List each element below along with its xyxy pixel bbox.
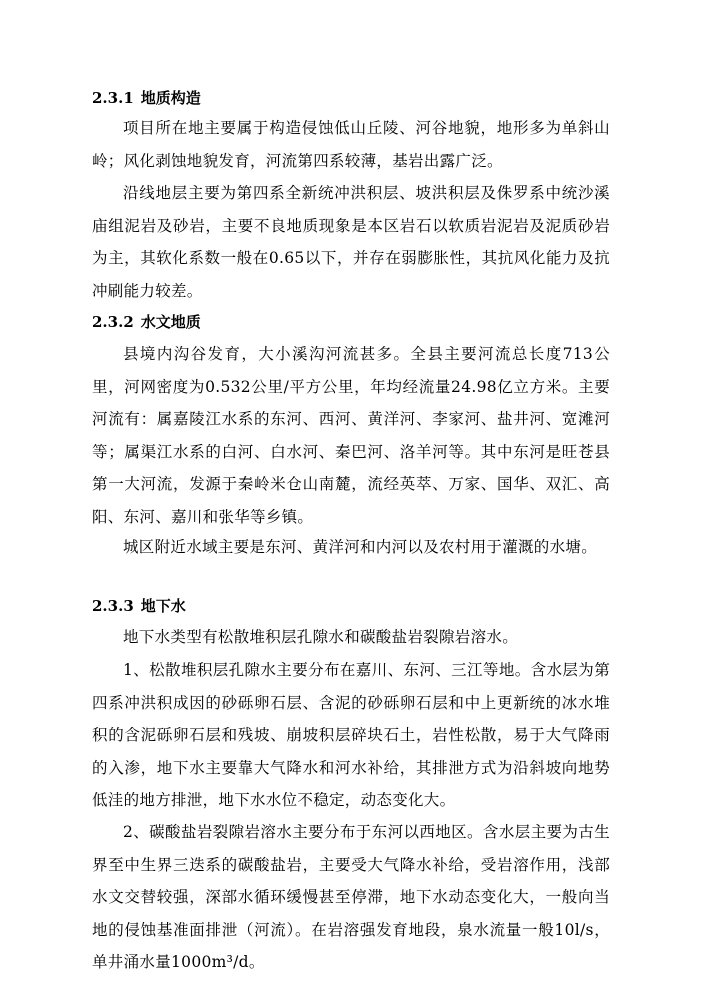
paragraph: 2、碳酸盐岩裂隙岩溶水主要分布于东河以西地区。含水层主要为古生界至中生界三迭系的碳酸盐岩，主要受大气降水补给，受岩溶作用，浅部水文交替较强，深部水循环缓慢甚至停滞，地下水动态变化大，一般向当地的侵蚀基准面排泄（河流）。在岩溶强发育地段，泉水流量一般10l/s，单井涌水量1000m³/d。 bbox=[92, 823, 610, 972]
paragraph: 1、松散堆积层孔隙水主要分布在嘉川、东河、三江等地。含水层为第四系冲洪积成因的砂砾卵石层、含泥的砂砾卵石层和中上更新统的冰水堆积的含泥砾卵石层和残坡、崩坡积层碎块石土，岩性松散，易于大气降雨的入渗，地下水主要靠大气降水和河水补给，其排泄方式为沿斜坡向地势低洼的地方排泄，地下水水位不稳定，动态变化大。 bbox=[92, 661, 610, 810]
paragraph: 县境内沟谷发育，大小溪沟河流甚多。全县主要河流总长度713公里，河网密度为0.532公里/平方公里，年均经流量24.98亿立方米。主要河流有：属嘉陵江水系的东河、西河、黄洋河、李家河、盐井河、宽滩河等；属渠江水系的白河、白水河、秦巴河、洛羊河等。其中东河是旺苍县第一大河流，发源于秦岭米仓山南麓，流经英萃、万家、国华、双汇、高阳、东河、嘉川和张华等乡镇。 bbox=[92, 345, 610, 526]
section-title: 水文地质 bbox=[140, 313, 201, 331]
section-number: 2.3.1 bbox=[92, 89, 134, 107]
paragraph: 城区附近水域主要是东河、黄洋河和内河以及农村用于灌溉的水塘。 bbox=[123, 538, 598, 556]
paragraph: 地下水类型有松散堆积层孔隙水和碳酸盐岩裂隙岩溶水。 bbox=[123, 628, 519, 646]
section-number: 2.3.2 bbox=[92, 313, 134, 331]
paragraph: 沿线地层主要为第四系全新统冲洪积层、坡洪积层及侏罗系中统沙溪庙组泥岩及砂岩，主要不良地质现象是本区岩石以软质岩泥岩及泥质砂岩为主，其软化系数一般在0.65以下，并存在弱膨胀性，其抗风化能力及抗冲刷能力较差。 bbox=[92, 184, 610, 300]
section-title: 地下水 bbox=[140, 597, 186, 615]
paragraph: 项目所在地主要属于构造侵蚀低山丘陵、河谷地貌，地形多为单斜山岭；风化剥蚀地貌发育，河流第四系较薄，基岩出露广泛。 bbox=[92, 119, 610, 170]
section-heading-geology bbox=[92, 88, 201, 108]
section-heading-hydrology bbox=[92, 312, 201, 332]
section-heading-groundwater bbox=[92, 596, 186, 616]
section-title: 地质构造 bbox=[140, 89, 201, 107]
section-number: 2.3.3 bbox=[92, 597, 134, 615]
